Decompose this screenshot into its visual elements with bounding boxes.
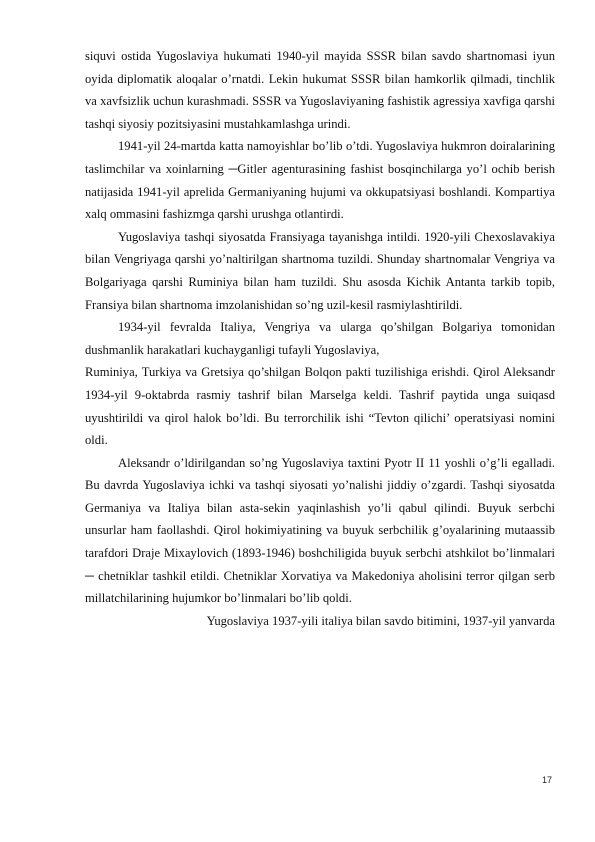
page-number: 17 <box>541 775 552 785</box>
document-page <box>85 45 555 632</box>
paragraph-4: 1934-yil fevralda Italiya, Vengriya va ularga qo’shilgan Bolgariya tomonidan dushmanlik harakatlari kuchayganligi tufayli Yugoslaviya, <box>85 320 555 357</box>
paragraph-6: Aleksandr o’ldirilgandan so’ng Yugoslaviya taxtini Pyotr II 11 yoshli o’g’li egalladi. Bu davrda Yugoslaviya ichki va tashqi siyosati yo’nalishi jiddiy o’zgardi. Tashqi siyosatda Germaniya va Italiya bilan asta-sekin yaqinlashish yo’li qabul qilindi. Buyuk serbchi unsurlar ham faollashdi. Qirol hokimiyatining va buyuk serbchilik g’oyalarining mutaassib tarafdori Draje Mixaylovich (1893-1946) boshchiligida buyuk serbchi atshkilot bo’linmalari ─ chetniklar tashkil etildi. Chetniklar Xorvatiya va Makedoniya aholisini terror qilgan serb millatchilarining hujumkor bo’linmalari bo’lib qoldi. <box>85 455 555 606</box>
paragraph-2: 1941-yil 24-martda katta namoyishlar bo’lib o’tdi. Yugoslaviya hukmron doiralarining taslimchilar va xoinlarning ─Gitler agenturasining fashist bosqinchilarga yo’l ochib berish natijasida 1941-yil aprelida Germaniyaning hujumi va okkupatsiyasi boshlandi. Kompartiya xalq ommasini fashizmga qarshi urushga otlantirdi. <box>85 139 555 222</box>
paragraph-5: Ruminiya, Turkiya va Gretsiya qo’shilgan Bolqon pakti tuzilishiga erishdi. Qirol Aleksandr 1934-yil 9-oktabrda rasmiy tashrif bilan Marselga keldi. Tashrif paytida unga suiqasd uyushtirildi va qirol halok bo’ldi. Bu terrorchilik ishi “Tevton qilichi’ operatsiyasi nomini oldi. <box>85 365 555 448</box>
paragraph-7-start: Yugoslaviya 1937-yili italiya bilan savdo bitimini, 1937-yil yanvarda <box>206 613 555 628</box>
paragraph-3: Yugoslaviya tashqi siyosatda Fransiyaga tayanishga intildi. 1920-yili Chexoslavakiya bilan Vengriyaga qarshi yo’naltirilgan shartnoma tuzildi. Shunday shartnomalar Vengriya va Bolgariyaga qarshi Ruminiya bilan ham tuzildi. Shu asosda Kichik Antanta tarkib topib, Fransiya bilan shartnoma imzolanishidan so’ng uzil-kesil rasmiylashtirildi. <box>85 229 555 312</box>
paragraph-1: siquvi ostida Yugoslaviya hukumati 1940-yil mayida SSSR bilan savdo shartnomasi iyun oyida diplomatik aloqalar o’rnatdi. Lekin hukumat SSSR bilan hamkorlik qilmadi, tinchlik va xavfsizlik uchun kurashmadi. SSSR va Yugoslaviyaning fashistik agressiya xavfiga qarshi tashqi siyosiy pozitsiyasini mustahkamlashga urindi. <box>85 49 555 131</box>
